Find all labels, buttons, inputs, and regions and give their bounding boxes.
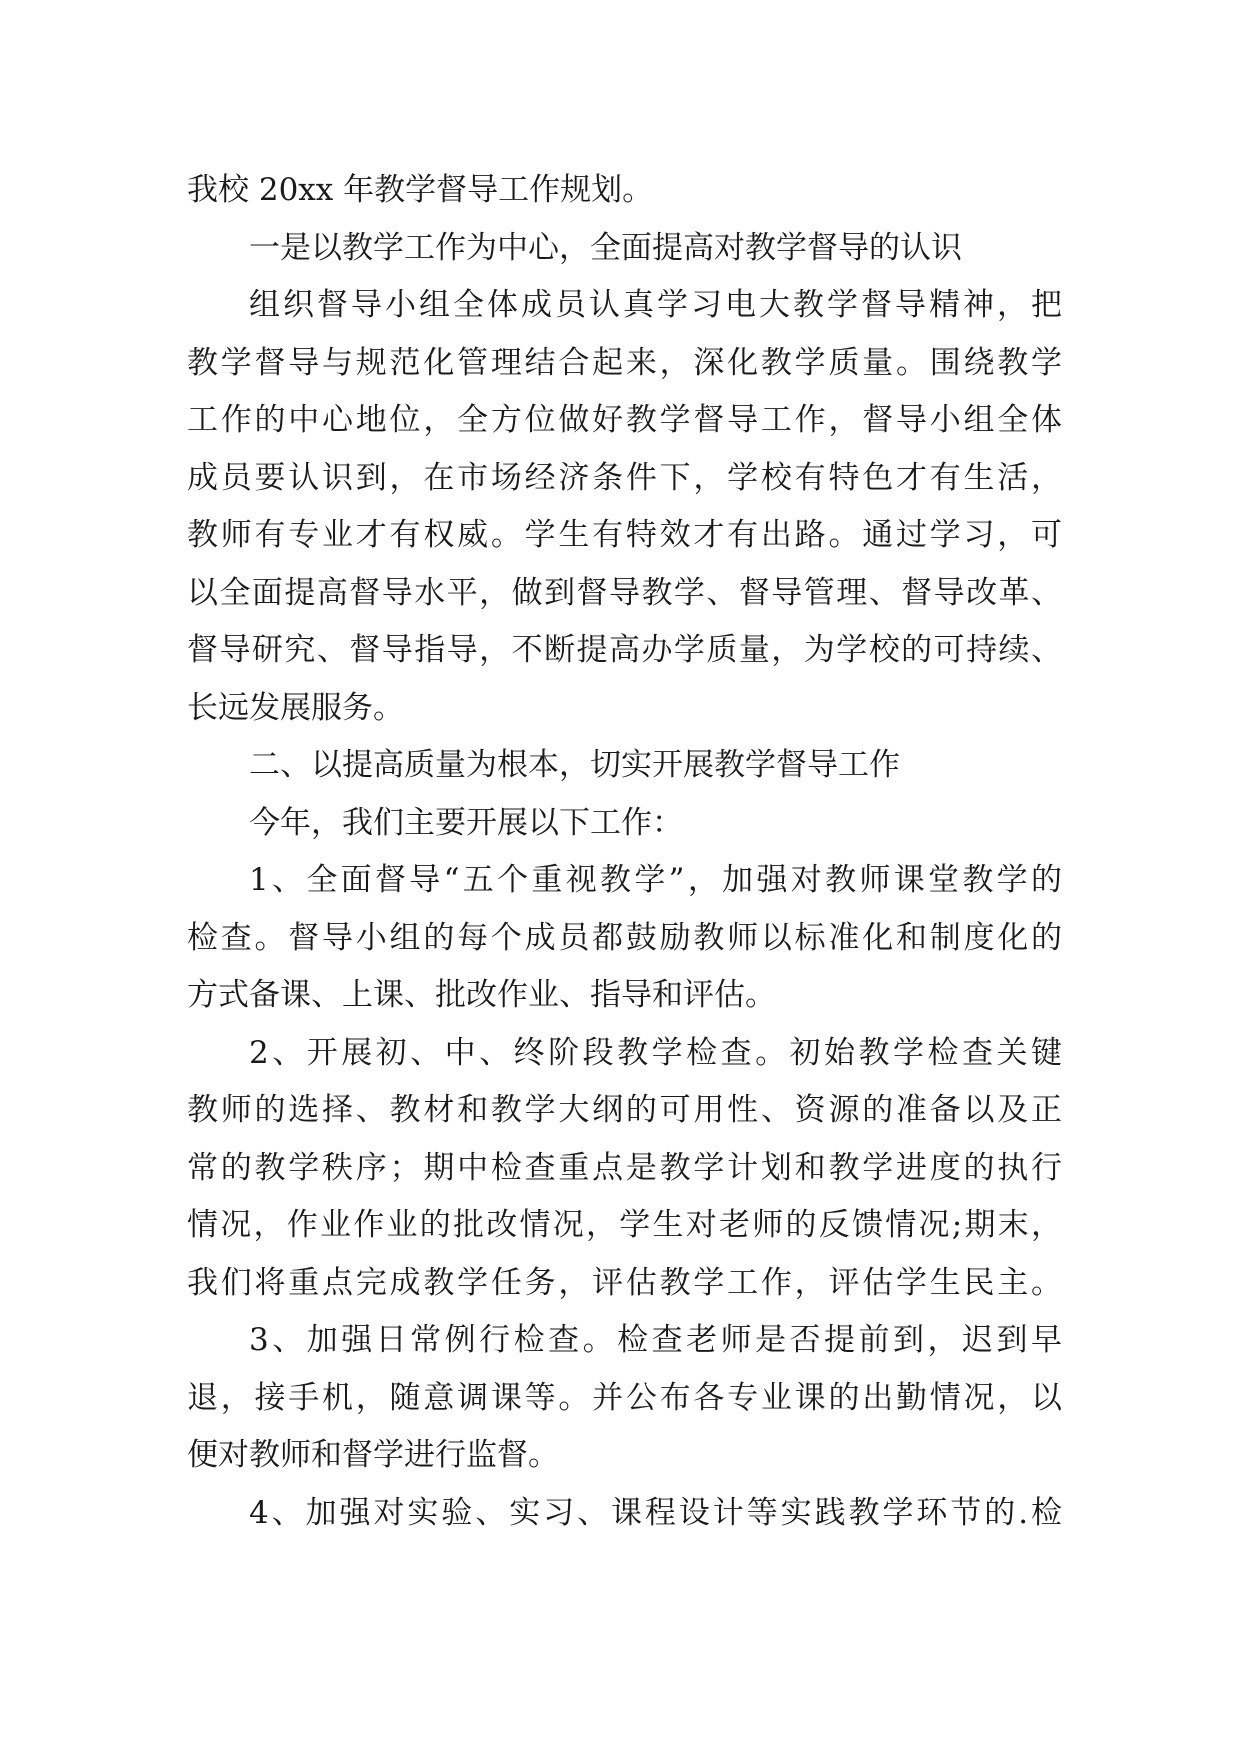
text-line: 二、以提高质量为根本，切实开展教学督导工作 (249, 747, 900, 783)
text-line: 检查。督导小组的每个成员都鼓励教师以标准化和制度化的 (187, 919, 1062, 956)
text-line: 我们将重点完成教学任务，评估教学工作，评估学生民主。 (187, 1264, 1062, 1301)
text-line: 教学督导与规范化管理结合起来，深化教学质量。围绕教学 (187, 344, 1062, 381)
text-line: 以全面提高督导水平，做到督导教学、督导管理、督导改革、 (187, 574, 1062, 611)
text-line: 工作的中心地位，全方位做好教学督导工作，督导小组全体 (187, 402, 1062, 438)
text-line: 情况，作业作业的批改情况，学生对老师的反馈情况;期末， (187, 1207, 1062, 1243)
text-line: 便对教师和督学进行监督。 (187, 1437, 559, 1473)
text-line: 方式备课、上课、批改作业、指导和评估。 (187, 977, 776, 1013)
text-line: 退，接手机，随意调课等。并公布各专业课的出勤情况，以 (187, 1379, 1062, 1416)
text-line: 4、加强对实验、实习、课程设计等实践教学环节的.检 (249, 1494, 1062, 1531)
text-line: 2、开展初、中、终阶段教学检查。初始教学检查关键 (249, 1034, 1062, 1071)
text-line: 督导研究、督导指导，不断提高办学质量，为学校的可持续、 (187, 632, 1062, 668)
text-line: 常的教学秩序；期中检查重点是教学计划和教学进度的执行 (187, 1149, 1062, 1186)
text-line: 教师的选择、教材和教学大纲的可用性、资源的准备以及正 (187, 1092, 1062, 1128)
text-line: 组织督导小组全体成员认真学习电大教学督导精神，把 (249, 287, 1062, 323)
text-line: 成员要认识到，在市场经济条件下，学校有特色才有生活， (187, 459, 1062, 496)
text-line: 我校 20xx 年教学督导工作规划。 (187, 172, 654, 208)
document-body (187, 162, 1062, 1542)
text-line: 今年，我们主要开展以下工作： (249, 804, 683, 841)
text-line: 教师有专业才有权威。学生有特效才有出路。通过学习，可 (187, 517, 1062, 553)
text-line: 一是以教学工作为中心，全面提高对教学督导的认识 (249, 229, 962, 266)
text-line: 长远发展服务。 (187, 689, 404, 726)
text-line: 3、加强日常例行检查。检查老师是否提前到，迟到早 (249, 1322, 1062, 1358)
text-line: 1、全面督导“五个重视教学”，加强对教师课堂教学的 (249, 862, 1062, 898)
